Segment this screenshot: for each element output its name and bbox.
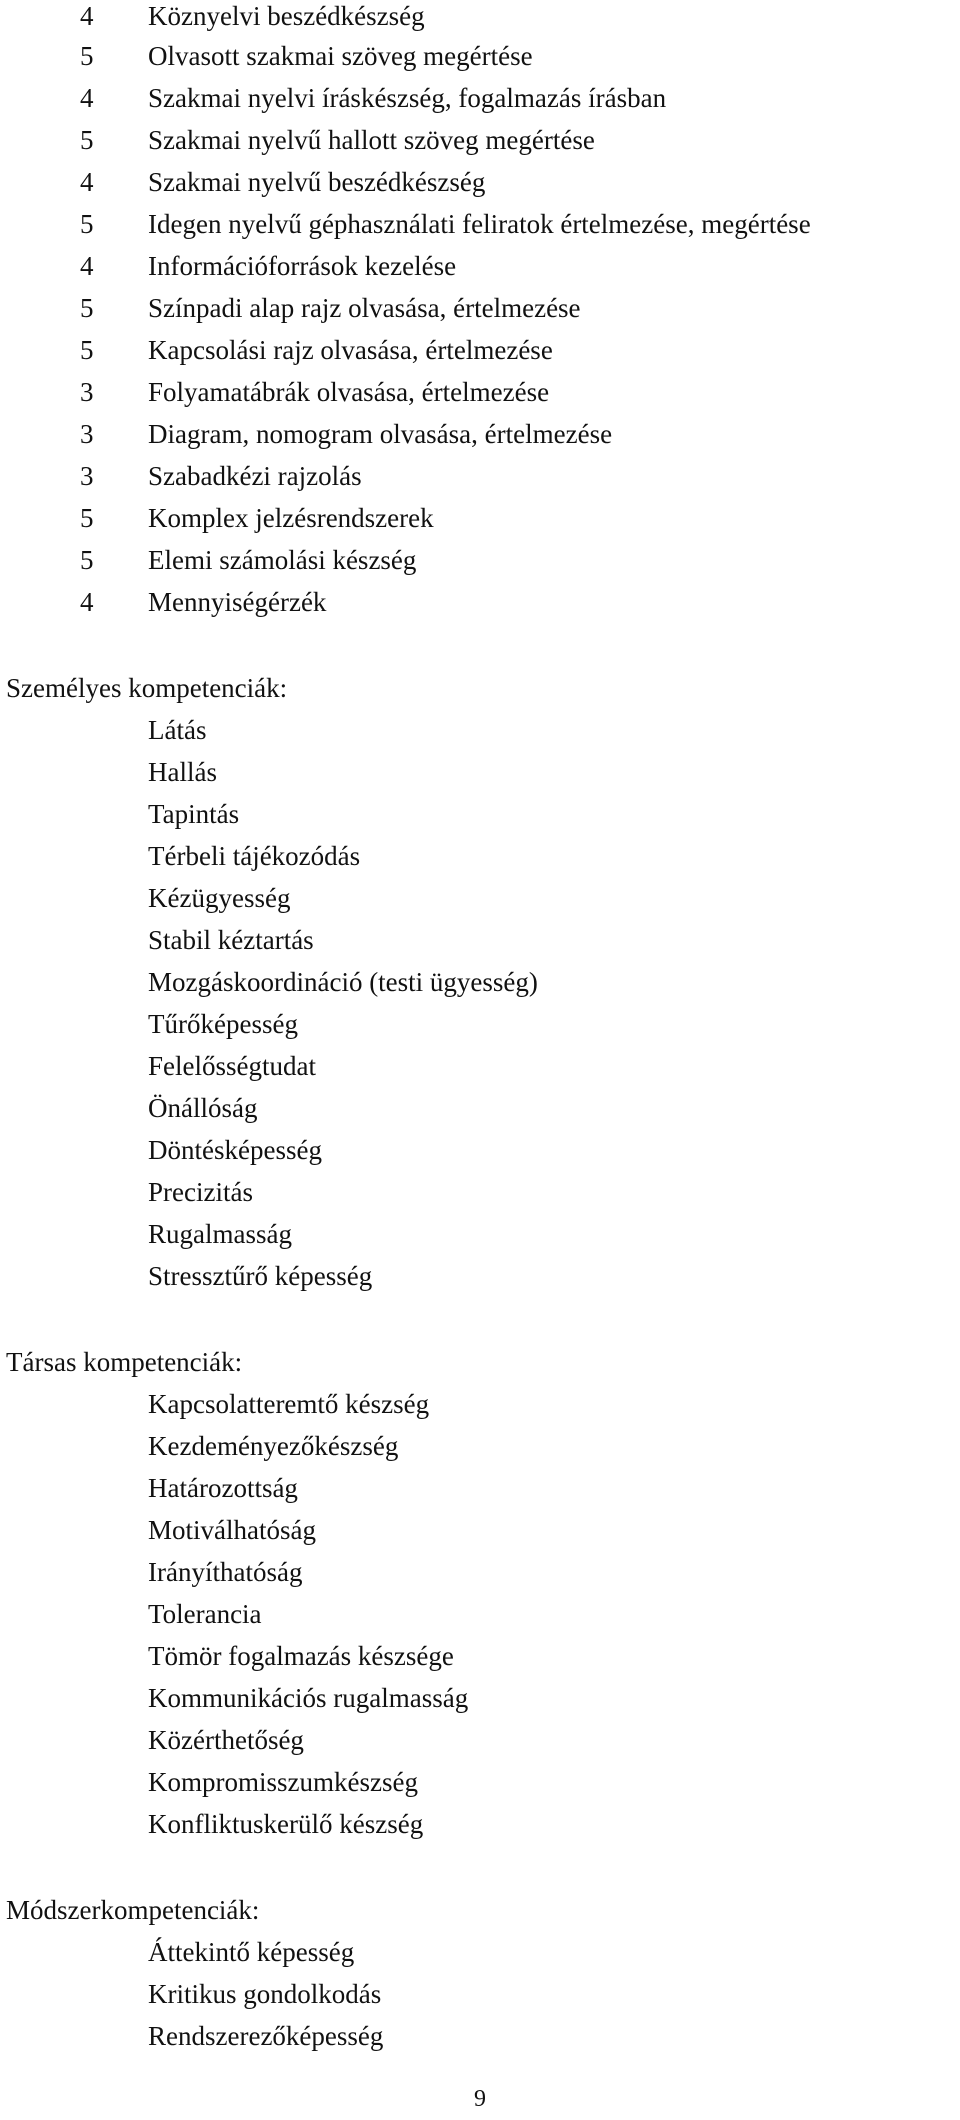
competency-text: Idegen nyelvű géphasználati feliratok értelmezése, megértése	[148, 209, 811, 239]
social-item: Kapcsolatteremtő készség	[148, 1389, 430, 1419]
competency-level: 5	[80, 335, 94, 365]
competency-level: 4	[80, 167, 94, 197]
competency-level: 5	[80, 209, 94, 239]
personal-item: Döntésképesség	[148, 1135, 322, 1165]
competency-text: Információforrások kezelése	[148, 251, 457, 281]
page-number: 9	[474, 2086, 486, 2112]
personal-item: Rugalmasság	[148, 1219, 292, 1249]
personal-item: Hallás	[148, 757, 217, 787]
social-item: Határozottság	[148, 1473, 298, 1503]
competency-level: 4	[80, 251, 94, 281]
personal-item: Kézügyesség	[148, 883, 291, 913]
competency-level: 4	[80, 1, 94, 31]
personal-item: Stressztűrő képesség	[148, 1261, 373, 1291]
competency-text: Komplex jelzésrendszerek	[148, 503, 434, 533]
personal-item: Tapintás	[148, 799, 240, 829]
competency-level: 5	[80, 293, 94, 323]
competency-text: Diagram, nomogram olvasása, értelmezése	[148, 419, 613, 449]
competency-level: 5	[80, 503, 94, 533]
competency-text: Köznyelvi beszédkészség	[148, 1, 425, 31]
social-item: Tömör fogalmazás készsége	[148, 1641, 454, 1671]
personal-item: Térbeli tájékozódás	[148, 841, 361, 871]
social-item: Kompromisszumkészség	[148, 1767, 418, 1797]
competency-text: Szabadkézi rajzolás	[148, 461, 362, 491]
method-competencies-heading: Módszerkompetenciák:	[6, 1895, 260, 1925]
competency-level: 5	[80, 41, 94, 71]
competency-text: Elemi számolási készség	[148, 545, 417, 575]
competency-text: Folyamatábrák olvasása, értelmezése	[148, 377, 550, 407]
personal-item: Látás	[148, 715, 207, 745]
social-item: Kezdeményezőkészség	[148, 1431, 399, 1461]
competency-text: Szakmai nyelvi íráskészség, fogalmazás írásban	[148, 83, 667, 113]
method-item: Rendszerezőképesség	[148, 2021, 384, 2051]
method-item: Kritikus gondolkodás	[148, 1979, 382, 2009]
competency-text: Színpadi alap rajz olvasása, értelmezése	[148, 293, 581, 323]
personal-item: Önállóság	[148, 1093, 258, 1123]
competency-text: Olvasott szakmai szöveg megértése	[148, 41, 533, 71]
competency-level: 3	[80, 419, 94, 449]
competency-text: Mennyiségérzék	[148, 587, 327, 617]
social-item: Közérthetőség	[148, 1725, 304, 1755]
social-item: Irányíthatóság	[148, 1557, 303, 1587]
competency-level: 5	[80, 125, 94, 155]
social-item: Tolerancia	[148, 1599, 262, 1629]
competency-level: 4	[80, 587, 94, 617]
competency-level: 5	[80, 545, 94, 575]
personal-item: Stabil kéztartás	[148, 925, 314, 955]
competency-level: 3	[80, 377, 94, 407]
social-item: Konfliktuskerülő készség	[148, 1809, 424, 1839]
personal-competencies-heading: Személyes kompetenciák:	[6, 673, 288, 703]
social-item: Kommunikációs rugalmasság	[148, 1683, 469, 1713]
personal-item: Precizitás	[148, 1177, 253, 1207]
method-item: Áttekintő képesség	[148, 1937, 355, 1967]
personal-item: Tűrőképesség	[148, 1009, 298, 1039]
personal-item: Mozgáskoordináció (testi ügyesség)	[148, 967, 538, 997]
competency-text: Szakmai nyelvű beszédkészség	[148, 167, 486, 197]
social-item: Motiválhatóság	[148, 1515, 316, 1545]
personal-item: Felelősségtudat	[148, 1051, 316, 1081]
social-competencies-heading: Társas kompetenciák:	[6, 1347, 243, 1377]
competency-text: Kapcsolási rajz olvasása, értelmezése	[148, 335, 553, 365]
competency-level: 4	[80, 83, 94, 113]
competency-text: Szakmai nyelvű hallott szöveg megértése	[148, 125, 595, 155]
competency-level: 3	[80, 461, 94, 491]
